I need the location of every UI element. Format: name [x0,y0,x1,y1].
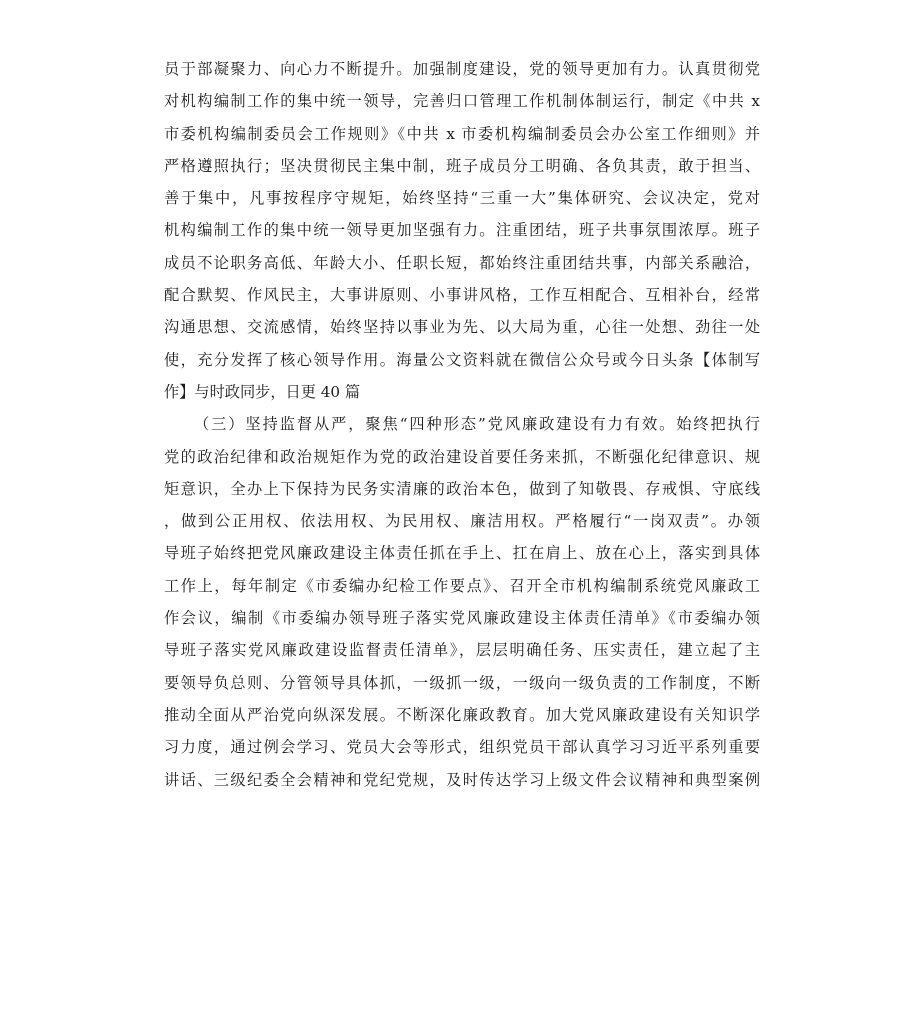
text-line: 员于部凝聚力、向心力不断提升。加强制度建设，党的领导更加有力。认真贯彻党 [164,60,760,78]
text-line: 对机构编制工作的集中统一领导，完善归口管理工作机制体制运行，制定《中共 x [164,92,760,111]
document-body [164,53,760,796]
section-heading-line: （三）坚持监督从严，聚焦“四种形态”党风廉政建设有力有效。始终把执行 [194,415,760,434]
text-line: 使，充分发挥了核心领导作用。海量公文资料就在微信公众号或今日头条【体制写 [164,350,760,369]
text-line: ，做到公正用权、依法用权、为民用权、廉洁用权。严格履行“一岗双责”。办领 [164,512,760,531]
text-line: 严格遵照执行；坚决贯彻民主集中制，班子成员分工明确、各负其责，敢于担当、 [164,156,760,175]
text-line: 推动全面从严治党向纵深发展。不断深化廉政教育。加大党风廉政建设有关知识学 [164,705,760,724]
text-line: 成员不论职务高低、年龄大小、任职长短，都始终注重团结共事，内部关系融洽， [164,253,760,272]
text-line: 作会议，编制《市委编办领导班子落实党风廉政建设主体责任清单》《市委编办领 [164,609,760,628]
text-line: 配合默契、作风民主，大事讲原则、小事讲风格，工作互相配合、互相补台，经常 [164,286,760,305]
text-line: 沟通思想、交流感情，始终坚持以事业为先、以大局为重，心往一处想、劲往一处 [164,318,760,337]
text-line: 习力度，通过例会学习、党员大会等形式，组织党员干部认真学习习近平系列重要 [164,738,760,757]
text-line: 机构编制工作的集中统一领导更加坚强有力。注重团结，班子共事氛围浓厚。班子 [164,221,760,240]
text-line: 要领导负总则、分管领导具体抓，一级抓一级，一级向一级负责的工作制度，不断 [164,673,760,692]
text-line: 党的政治纪律和政治规矩作为党的政治建设首要任务来抓，不断强化纪律意识、规 [164,447,760,466]
paragraph-leadership [164,53,760,408]
text-line: 市委机构编制委员会工作规则》《中共 x 市委机构编制委员会办公室工作细则》并 [164,124,760,143]
text-line: 善于集中，凡事按程序守规矩，始终坚持“三重一大”集体研究、会议决定，党对 [164,189,760,208]
text-line: 作】与时政同步，日更 40 篇 [164,382,361,401]
text-line: 矩意识，全办上下保持为民务实清廉的政治本色，做到了知敬畏、存戒惧、守底线 [164,479,760,498]
text-line: 讲话、三级纪委全会精神和党纪党规，及时传达学习上级文件会议精神和典型案例 [164,770,760,789]
paragraph-supervision [164,408,760,796]
text-line: 工作上，每年制定《市委编办纪检工作要点》、召开全市机构编制系统党风廉政工 [164,576,760,595]
text-line: 导班子落实党风廉政建设监督责任清单》，层层明确任务、压实责任，建立起了主 [164,641,760,660]
text-line: 导班子始终把党风廉政建设主体责任抓在手上、扛在肩上、放在心上，落实到具体 [164,544,760,563]
